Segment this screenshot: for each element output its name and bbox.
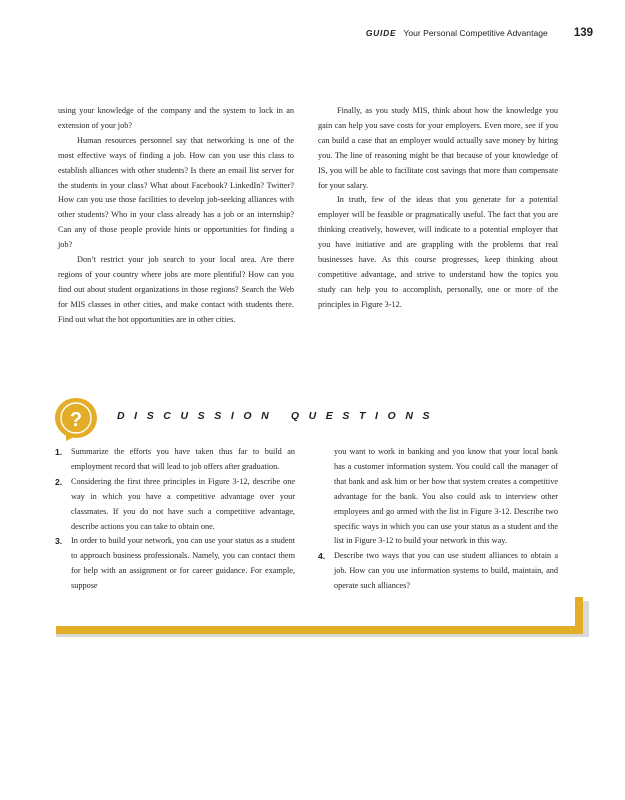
discussion-questions-title: DISCUSSION QUESTIONS <box>117 410 440 422</box>
question-number: 2. <box>55 476 63 487</box>
question-number: 4. <box>318 551 326 562</box>
guide-label: GUIDE <box>365 28 397 38</box>
body-column-right <box>318 104 558 313</box>
paragraph: Don’t restrict your job search to your local area. Are there regions of your country where jobs are more plentiful? How can you find out about student organizations in those regions? Search the Web for MIS classes in other cities, and make contact with students there. Find out what the hot opportunities are in other cities. <box>58 255 294 324</box>
paragraph: In truth, few of the ideas that you generate for a potential employer will be feasible or pragmatically useful. The fact that you are thinking creatively, however, will indicate to a potential employer that you have initiative and are grappling with the problems that real businesses have. As this course progresses, keep thinking about competitive advantage, and strive to understand how the topics you study can help you to accomplish, personally, one or more of the principles in Figure 3-12. <box>318 195 558 309</box>
body-column-left <box>58 104 294 328</box>
question-mark-glyph: ? <box>69 409 83 431</box>
question-text: Considering the first three principles in Figure 3-12, describe one way in which you have a competitive advantage over your classmates. If you do not have such a competitive advantage, describe actions you can take to obtain one. <box>71 476 295 531</box>
question-number: 3. <box>55 536 63 547</box>
question-text: Summarize the efforts you have taken thus far to build an employment record that will lead to job offers after graduation. <box>71 447 295 471</box>
paragraph: Human resources personnel say that networking is one of the most effective ways of finding a job. How can you use this class to establish alliances with other students? Is there an email list server for the students in your class? What about Facebook? LinkedIn? Twitter? How can you use those facilities to develop job-seeking alliances with other students? Who in your class already has a job or an internship? Can any of those people provide hints or opportunities for finding a job? <box>58 135 294 250</box>
discussion-question <box>55 475 295 535</box>
question-text: In order to build your network, you can use your status as a student to approach business professionals. Namely, you can contact them for help with an assignment or for career guidance. For example, suppose <box>71 536 295 591</box>
discussion-question <box>318 549 558 594</box>
footer-bar-side-shadow <box>583 601 589 637</box>
question-number: 1. <box>55 447 63 457</box>
question-text: you want to work in banking and you know that your local bank has a customer information system. You could call the manager of that bank and ask him or her how that system creates a competitive advantage for the bank. You also could ask to interview other employees and go armed with the list in Figure 3-12. Describe two specific ways in which you can use your status as a student and the list in Figure 3-12 to build your network in this way. <box>334 447 558 546</box>
discussion-question <box>55 534 295 594</box>
question-bubble-icon <box>52 395 100 443</box>
discussion-question <box>55 445 295 475</box>
paragraph: Finally, as you study MIS, think about how the knowledge you gain can help you save costs for your employers. Even more, see if you can build a case that an employer would actually save money by hiring you. The line of reasoning might be that because of your knowledge of IS, you will be able to facilitate cost savings that more than compensate for your salary. <box>318 106 558 190</box>
footer-accent-bar <box>56 626 580 634</box>
discussion-questions-list-right <box>318 445 558 594</box>
running-header <box>366 27 593 39</box>
question-continuation <box>318 445 558 549</box>
footer-accent-bar-side <box>575 597 583 634</box>
page-number: 139 <box>573 27 593 39</box>
discussion-questions-list-left <box>55 445 295 594</box>
discussion-questions-header <box>52 395 452 441</box>
question-text: Describe two ways that you can use student alliances to obtain a job. How can you use information systems to build, maintain, and operate such alliances? <box>334 551 558 591</box>
running-header-title: Your Personal Competitive Advantage <box>403 28 548 38</box>
paragraph: using your knowledge of the company and the system to lock in an extension of your job? <box>58 106 294 130</box>
